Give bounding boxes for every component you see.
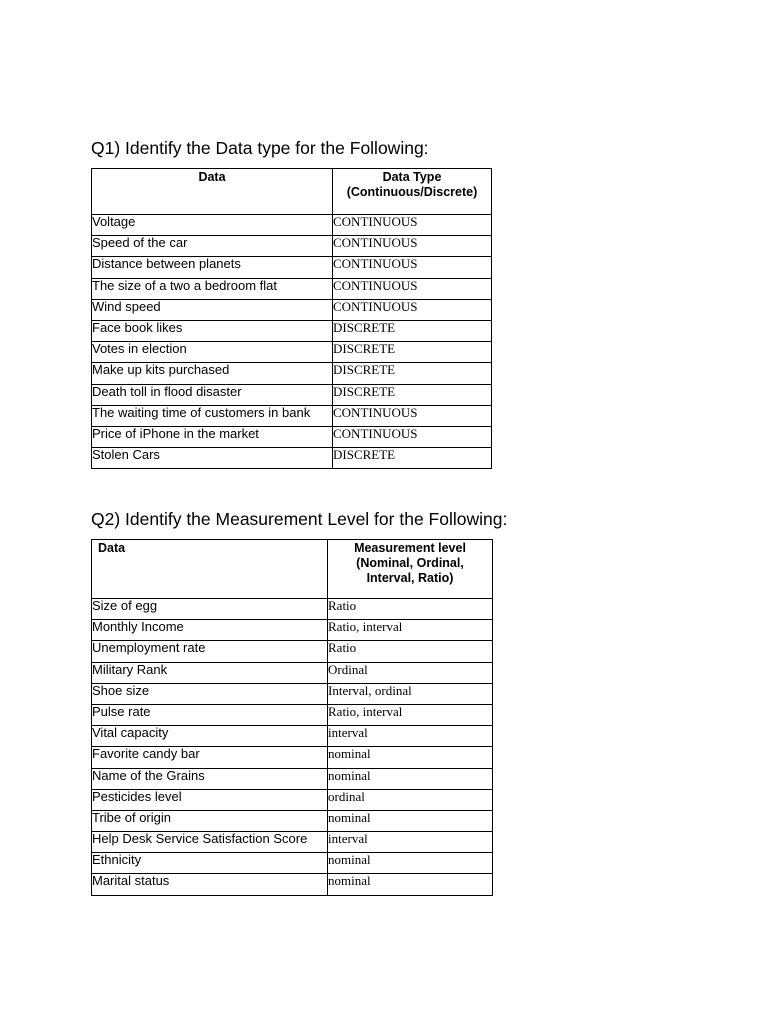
q2-header-data: Data <box>92 540 328 599</box>
q2-level-cell: nominal <box>328 768 493 789</box>
q2-level-cell: Ratio <box>328 641 493 662</box>
q2-header-measurement-level: Measurement level (Nominal, Ordinal, Interval, Ratio) <box>328 540 493 599</box>
q2-level-cell: nominal <box>328 810 493 831</box>
q2-data-cell: Unemployment rate <box>92 641 328 662</box>
q2-table <box>91 539 493 896</box>
q1-type-cell: DISCRETE <box>333 384 492 405</box>
q1-type-cell: CONTINUOUS <box>333 236 492 257</box>
q2-data-cell: Pulse rate <box>92 704 328 725</box>
q2-table-row <box>92 641 493 662</box>
q1-table-row <box>92 236 492 257</box>
q1-type-cell: CONTINUOUS <box>333 257 492 278</box>
q2-data-cell: Monthly Income <box>92 620 328 641</box>
q2-table-row <box>92 726 493 747</box>
q2-table-row <box>92 704 493 725</box>
q2-data-cell: Shoe size <box>92 683 328 704</box>
q2-table-row <box>92 874 493 895</box>
q2-level-cell: ordinal <box>328 789 493 810</box>
q1-table-body <box>92 215 492 469</box>
q2-data-cell: Ethnicity <box>92 853 328 874</box>
q1-type-cell: DISCRETE <box>333 320 492 341</box>
q1-header-data: Data <box>92 169 333 215</box>
q1-heading: Q1) Identify the Data type for the Following: <box>91 138 429 158</box>
q1-data-cell: Voltage <box>92 215 333 236</box>
q2-level-cell: Ratio <box>328 599 493 620</box>
q2-level-cell: nominal <box>328 853 493 874</box>
q2-data-cell: Name of the Grains <box>92 768 328 789</box>
q1-table-row <box>92 215 492 236</box>
q2-table-row <box>92 832 493 853</box>
q1-table-row <box>92 320 492 341</box>
q1-header-row <box>92 169 492 215</box>
q2-table-row <box>92 620 493 641</box>
q1-table-row <box>92 405 492 426</box>
q2-heading: Q2) Identify the Measurement Level for the Following: <box>91 509 508 529</box>
q1-type-cell: CONTINUOUS <box>333 405 492 426</box>
q2-table-row <box>92 789 493 810</box>
q1-table-row <box>92 278 492 299</box>
q1-data-cell: Distance between planets <box>92 257 333 278</box>
q1-data-cell: Votes in election <box>92 342 333 363</box>
q1-data-cell: Death toll in flood disaster <box>92 384 333 405</box>
q2-data-cell: Military Rank <box>92 662 328 683</box>
q2-data-cell: Pesticides level <box>92 789 328 810</box>
q1-type-cell: CONTINUOUS <box>333 299 492 320</box>
q2-level-cell: nominal <box>328 747 493 768</box>
q1-type-cell: CONTINUOUS <box>333 215 492 236</box>
q2-level-cell: Interval, ordinal <box>328 683 493 704</box>
q2-data-cell: Favorite candy bar <box>92 747 328 768</box>
q2-table-row <box>92 662 493 683</box>
q1-data-cell: Speed of the car <box>92 236 333 257</box>
q1-table-row <box>92 299 492 320</box>
q2-table-row <box>92 683 493 704</box>
q1-type-cell: DISCRETE <box>333 363 492 384</box>
q1-table-row <box>92 257 492 278</box>
q2-level-cell: Ordinal <box>328 662 493 683</box>
q1-data-cell: Stolen Cars <box>92 448 333 469</box>
q2-data-cell: Tribe of origin <box>92 810 328 831</box>
q1-data-cell: The waiting time of customers in bank <box>92 405 333 426</box>
q2-table-body <box>92 599 493 896</box>
q2-data-cell: Marital status <box>92 874 328 895</box>
q1-header-data-type: Data Type (Continuous/Discrete) <box>333 169 492 215</box>
q2-level-cell: Ratio, interval <box>328 620 493 641</box>
q2-level-cell: Ratio, interval <box>328 704 493 725</box>
q1-data-cell: Price of iPhone in the market <box>92 426 333 447</box>
q1-type-cell: CONTINUOUS <box>333 426 492 447</box>
q2-level-cell: nominal <box>328 874 493 895</box>
q2-table-row <box>92 768 493 789</box>
q1-data-cell: The size of a two a bedroom flat <box>92 278 333 299</box>
q2-data-cell: Size of egg <box>92 599 328 620</box>
q1-table-row <box>92 363 492 384</box>
q1-type-cell: DISCRETE <box>333 342 492 363</box>
q2-table-row <box>92 853 493 874</box>
q1-data-cell: Wind speed <box>92 299 333 320</box>
q2-header-row <box>92 540 493 599</box>
q2-level-cell: interval <box>328 726 493 747</box>
q1-table-row <box>92 448 492 469</box>
q1-data-cell: Face book likes <box>92 320 333 341</box>
q2-data-cell: Vital capacity <box>92 726 328 747</box>
q1-type-cell: CONTINUOUS <box>333 278 492 299</box>
q1-table <box>91 168 492 469</box>
q1-table-row <box>92 384 492 405</box>
q1-table-row <box>92 426 492 447</box>
q1-table-row <box>92 342 492 363</box>
q1-type-cell: DISCRETE <box>333 448 492 469</box>
q2-table-row <box>92 747 493 768</box>
q2-level-cell: interval <box>328 832 493 853</box>
q2-table-row <box>92 810 493 831</box>
q1-data-cell: Make up kits purchased <box>92 363 333 384</box>
q2-table-row <box>92 599 493 620</box>
q2-data-cell: Help Desk Service Satisfaction Score <box>92 832 328 853</box>
